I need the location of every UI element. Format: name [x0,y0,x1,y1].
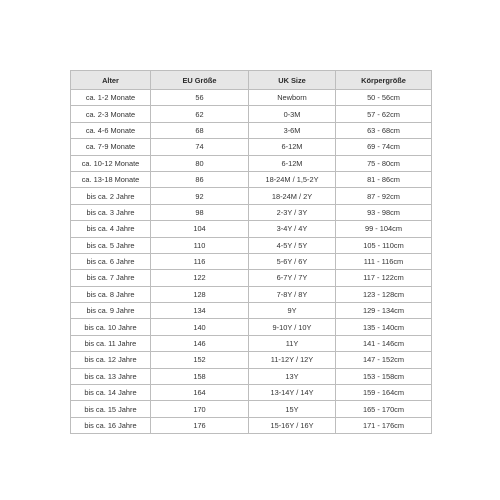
cell-uk-size: 15-16Y / 16Y [249,417,336,433]
cell-age: bis ca. 9 Jahre [71,303,151,319]
cell-uk-size: 4-5Y / 5Y [249,237,336,253]
cell-age: ca. 7-9 Monate [71,139,151,155]
cell-body-height: 123 - 128cm [336,286,432,302]
cell-age: bis ca. 6 Jahre [71,253,151,269]
table-row [71,106,432,122]
table-row [71,335,432,351]
table-row [71,368,432,384]
cell-age: ca. 13-18 Monate [71,171,151,187]
cell-body-height: 129 - 134cm [336,303,432,319]
cell-uk-size: Newborn [249,90,336,106]
table-row [71,204,432,220]
table-header [71,71,432,90]
cell-age: bis ca. 13 Jahre [71,368,151,384]
cell-eu-size: 152 [151,352,249,368]
cell-eu-size: 176 [151,417,249,433]
cell-body-height: 63 - 68cm [336,122,432,138]
table-row [71,237,432,253]
table-row [71,171,432,187]
cell-uk-size: 6-12M [249,155,336,171]
cell-eu-size: 110 [151,237,249,253]
cell-body-height: 57 - 62cm [336,106,432,122]
cell-uk-size: 11-12Y / 12Y [249,352,336,368]
cell-eu-size: 146 [151,335,249,351]
cell-eu-size: 86 [151,171,249,187]
cell-age: bis ca. 11 Jahre [71,335,151,351]
cell-uk-size: 3-6M [249,122,336,138]
cell-age: bis ca. 7 Jahre [71,270,151,286]
table-row [71,155,432,171]
cell-age: ca. 1-2 Monate [71,90,151,106]
cell-eu-size: 140 [151,319,249,335]
header-age: Alter [71,71,151,90]
cell-eu-size: 56 [151,90,249,106]
cell-body-height: 141 - 146cm [336,335,432,351]
cell-uk-size: 6-12M [249,139,336,155]
cell-body-height: 93 - 98cm [336,204,432,220]
cell-body-height: 147 - 152cm [336,352,432,368]
cell-age: bis ca. 2 Jahre [71,188,151,204]
cell-eu-size: 74 [151,139,249,155]
cell-body-height: 117 - 122cm [336,270,432,286]
cell-age: ca. 10-12 Monate [71,155,151,171]
size-chart-table [70,70,432,434]
cell-body-height: 135 - 140cm [336,319,432,335]
cell-age: bis ca. 16 Jahre [71,417,151,433]
cell-body-height: 50 - 56cm [336,90,432,106]
cell-uk-size: 3-4Y / 4Y [249,221,336,237]
table-row [71,90,432,106]
table-row [71,221,432,237]
table-body [71,90,432,434]
cell-age: bis ca. 5 Jahre [71,237,151,253]
cell-body-height: 159 - 164cm [336,385,432,401]
cell-uk-size: 13Y [249,368,336,384]
table-row [71,401,432,417]
cell-body-height: 69 - 74cm [336,139,432,155]
cell-uk-size: 7-8Y / 8Y [249,286,336,302]
cell-eu-size: 116 [151,253,249,269]
cell-eu-size: 158 [151,368,249,384]
cell-uk-size: 18-24M / 2Y [249,188,336,204]
cell-age: bis ca. 15 Jahre [71,401,151,417]
cell-uk-size: 9Y [249,303,336,319]
cell-eu-size: 122 [151,270,249,286]
table-row [71,188,432,204]
cell-body-height: 81 - 86cm [336,171,432,187]
cell-eu-size: 80 [151,155,249,171]
table-row [71,270,432,286]
cell-age: bis ca. 10 Jahre [71,319,151,335]
cell-age: ca. 4-6 Monate [71,122,151,138]
cell-eu-size: 170 [151,401,249,417]
cell-age: bis ca. 3 Jahre [71,204,151,220]
table-row [71,385,432,401]
cell-uk-size: 9-10Y / 10Y [249,319,336,335]
table-row [71,352,432,368]
cell-body-height: 153 - 158cm [336,368,432,384]
cell-eu-size: 104 [151,221,249,237]
cell-uk-size: 15Y [249,401,336,417]
cell-eu-size: 62 [151,106,249,122]
cell-eu-size: 68 [151,122,249,138]
cell-age: bis ca. 4 Jahre [71,221,151,237]
cell-body-height: 171 - 176cm [336,417,432,433]
cell-body-height: 105 - 110cm [336,237,432,253]
cell-eu-size: 98 [151,204,249,220]
cell-uk-size: 13-14Y / 14Y [249,385,336,401]
cell-age: bis ca. 12 Jahre [71,352,151,368]
table-row [71,122,432,138]
header-uk-size: UK Size [249,71,336,90]
cell-uk-size: 0-3M [249,106,336,122]
cell-body-height: 99 - 104cm [336,221,432,237]
cell-uk-size: 6-7Y / 7Y [249,270,336,286]
cell-eu-size: 128 [151,286,249,302]
header-eu-size: EU Größe [151,71,249,90]
cell-eu-size: 92 [151,188,249,204]
header-body-height: Körpergröße [336,71,432,90]
header-row [71,71,432,90]
cell-age: bis ca. 8 Jahre [71,286,151,302]
cell-uk-size: 2-3Y / 3Y [249,204,336,220]
table-row [71,253,432,269]
cell-age: ca. 2-3 Monate [71,106,151,122]
table-row [71,319,432,335]
cell-eu-size: 164 [151,385,249,401]
table-row [71,303,432,319]
cell-body-height: 111 - 116cm [336,253,432,269]
cell-uk-size: 5-6Y / 6Y [249,253,336,269]
table-row [71,286,432,302]
table-row [71,417,432,433]
cell-uk-size: 11Y [249,335,336,351]
cell-body-height: 75 - 80cm [336,155,432,171]
table-row [71,139,432,155]
cell-uk-size: 18-24M / 1,5-2Y [249,171,336,187]
cell-age: bis ca. 14 Jahre [71,385,151,401]
cell-body-height: 87 - 92cm [336,188,432,204]
cell-body-height: 165 - 170cm [336,401,432,417]
cell-eu-size: 134 [151,303,249,319]
